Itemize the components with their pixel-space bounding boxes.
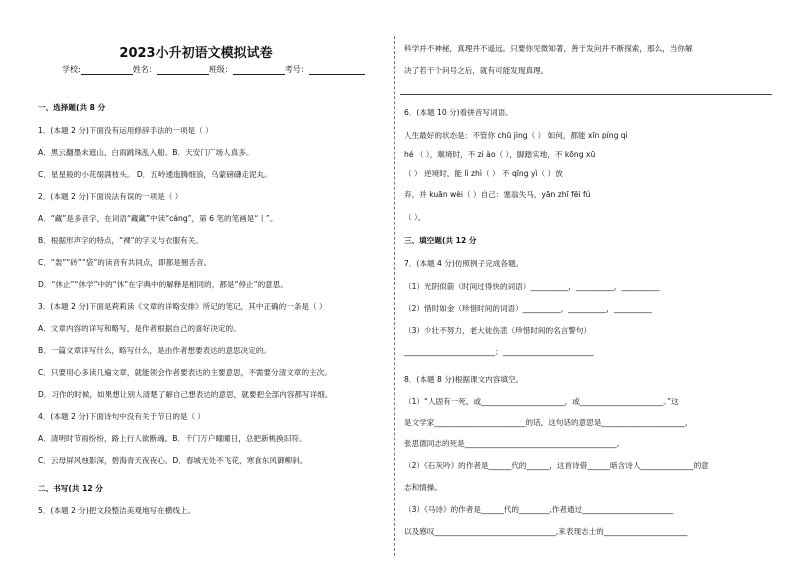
right-text-line: （ ） 逆境时，能 lì zhì（ ） 不 qīng yì（ ）放	[404, 169, 563, 178]
left-text-line: C．“轰”“砖”“袋”的读音有共同点，即都是翘舌音。	[38, 258, 212, 267]
class-label: 班级：	[208, 65, 233, 74]
right-text-line: 6．(本题 10 分)看拼音写词语。	[404, 108, 513, 117]
right-text-line: （3）《马诗》的作者是______代的________,作者通过________________________	[404, 505, 674, 514]
left-text-line: 4．(本题 2 分)下面诗句中没有关于节日的是（ ）	[38, 412, 206, 421]
right-text-line: 志和情操。	[404, 483, 442, 492]
left-text-line: D．习作的时候，如果想让别人清楚了解自己想表达的意思，就要把全部内容都写详细。	[38, 390, 333, 399]
name-label: 姓名：	[132, 65, 157, 74]
right-text-line: 人生最好的状态是：不管你 chū jìng（ ） 如何，都能 xīn píng qì	[404, 131, 628, 140]
left-text-line: B．一篇文章详写什么，略写什么，是由作者想要表达的意思决定的。	[38, 346, 272, 355]
column-divider	[394, 36, 395, 556]
right-text-line: （3）少壮不努力，老大徒伤悲（珍惜时间的名言警句）	[404, 326, 592, 335]
left-text-line: 1．(本题 2 分)下面没有运用修辞手法的一项是（ ）	[38, 126, 213, 135]
right-text-line: （1）“人固有一死，或______________________，或______________________。”这	[404, 397, 679, 406]
right-text-line: 张思德同志的死是________________________________________。	[404, 439, 625, 448]
name-blank[interactable]	[157, 65, 209, 75]
right-text-line: 决了若干个问号之后，就有可能发现真理。	[404, 66, 549, 75]
student-info-line	[62, 64, 365, 75]
school-label: 学校:	[62, 65, 81, 74]
left-text-line: C．只要用心多读几遍文章，就能领会作者要表达的主要意思，不需要分清文章的主次。	[38, 368, 332, 377]
school-blank[interactable]	[81, 65, 133, 75]
page-title: 2023小升初语文模拟试卷	[119, 46, 273, 61]
right-column	[400, 0, 794, 562]
left-text-line: C．星星般的小花缀满枝头。 D．五岭逶迤腾细浪，乌蒙磅礴走泥丸。	[38, 170, 272, 179]
right-text-line: hé （ ），顺境时，不 zì ào（ ），脚踏实地，不 kōng xū	[404, 150, 596, 159]
right-text-line: 是文学家________________________的话，这句话的意思是______________________，	[404, 418, 693, 427]
right-text-line: （2）惜时如金（珍惜时间的词语）__________，__________，__________	[404, 304, 652, 313]
right-text-line: ________________________；________________________	[404, 347, 594, 356]
right-text-line: 7．(本题 4 分)仿照例子完成各题。	[404, 259, 524, 268]
right-text-line: 以及感叹________________________________,来表现志士的______________________	[404, 527, 688, 536]
right-text-line: （ ）。	[404, 213, 426, 222]
right-text-line: （2）《石灰吟》的作者是______代的______，这首诗借______暗含诗人______________的意	[404, 461, 709, 470]
exam-no-label: 考号：	[284, 65, 309, 74]
left-text-line: A．清明时节雨纷纷，路上行人欲断魂。B．千门万户曈曈日，总把新桃换旧符。	[38, 434, 307, 443]
left-section-heading: 一、选择题(共 8 分	[38, 103, 106, 112]
right-section-heading: 三、填空题(共 12 分	[404, 236, 477, 245]
left-text-line: A．文章内容的详写和略写，是作者根据自己的喜好决定的。	[38, 324, 241, 333]
right-text-line: 8．(本题 8 分)根据课文内容填空。	[404, 375, 524, 384]
left-text-line: A．黑云翻墨未遮山，白雨跳珠乱入船。B．天安门广场人真多。	[38, 148, 254, 157]
class-blank[interactable]	[233, 65, 285, 75]
writing-line	[400, 94, 772, 95]
left-text-line: 5．(本题 2 分)把文段整洁美观地写在横线上。	[38, 506, 196, 515]
right-text-line: 弃，并 kuān wèi（ ）自己：塞翁失马，yān zhī fēi fú	[404, 190, 591, 199]
right-text-line: 科学并不神秘，真理并不遥远。只要你见微知著，善于发问并不断探索，那么，当你解	[404, 44, 693, 53]
left-text-line: 2．(本题 2 分)下面说法有误的一项是（ ）	[38, 192, 183, 201]
left-text-line: 3．(本题 2 分)下面是莉莉读《文章的详略安排》所记的笔记，其中正确的一条是（ ）	[38, 302, 327, 311]
left-text-line: D．“休止”“休学”中的“休”在字典中的解释是相同的，都是“停止”的意思。	[38, 280, 288, 289]
left-section-heading: 二、书写(共 12 分	[38, 484, 103, 493]
left-text-line: C．云母屏风烛影深，碧海青天夜夜心。D．春城无处不飞花，寒食东风御柳斜。	[38, 456, 308, 465]
left-text-line: B．根据形声字的特点，“裸”的字义与衣服有关。	[38, 236, 203, 245]
left-text-line: A．“藏”是多音字，在词语“藏藏”中读“cáng”，第 6 笔的笔画是“丨”。	[38, 214, 278, 223]
exam-no-blank[interactable]	[309, 65, 365, 75]
left-column	[0, 0, 392, 562]
right-text-line: （1）光阴似箭（时间过得快的词语）__________，__________，__________	[404, 282, 660, 291]
